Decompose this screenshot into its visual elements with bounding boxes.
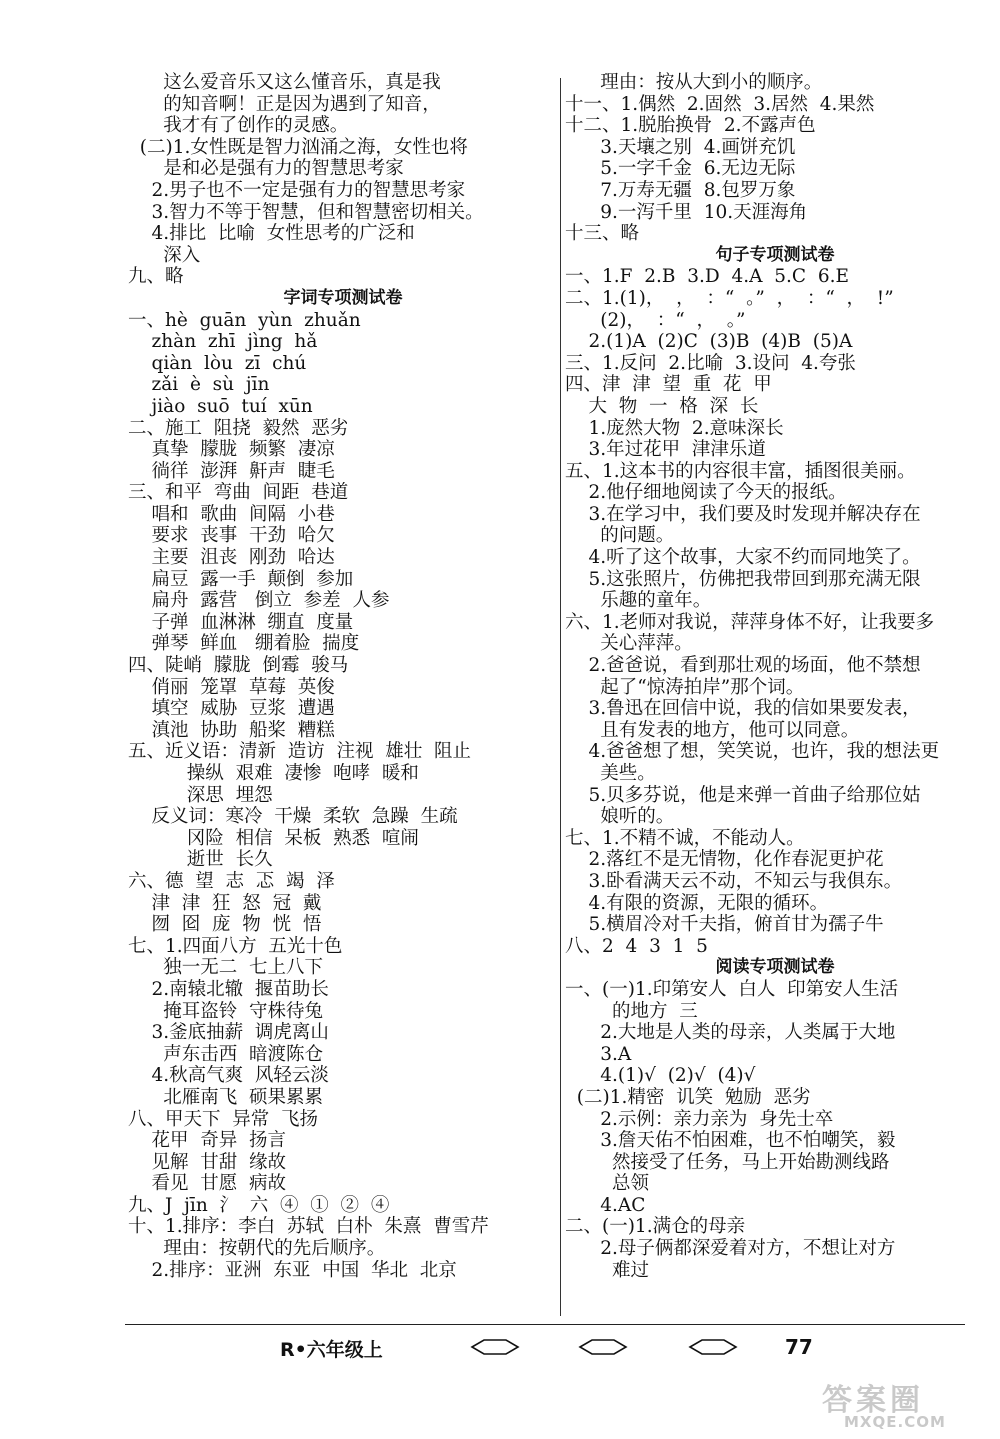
answer-line: 五、1.这本书的内容很丰富，插图很美丽。 bbox=[565, 460, 916, 482]
answer-line: 主要 沮丧 刚劲 哈达 bbox=[128, 547, 335, 569]
answer-line: 2.大地是人类的母亲，人类属于大地 bbox=[565, 1022, 896, 1044]
answer-line: 六、1.老师对我说，萍萍身体不好，让我要多 bbox=[565, 611, 935, 633]
answer-line: 三、1.反问 2.比喻 3.设问 4.夸张 bbox=[565, 352, 856, 374]
section-heading: 句子专项测试卷 bbox=[715, 244, 835, 265]
answer-line: 4.排比 比喻 女性思考的广泛和 bbox=[128, 223, 415, 245]
column-divider bbox=[560, 78, 561, 1316]
answer-line: 看见 甘愿 病故 bbox=[128, 1173, 287, 1195]
answer-line: 冈险 相信 呆板 熟悉 喧闹 bbox=[128, 827, 419, 849]
answer-line: 2.母子俩都深爱着对方，不想让对方 bbox=[565, 1238, 896, 1260]
answer-line: 花甲 奇异 扬言 bbox=[128, 1130, 287, 1152]
answer-line: 美些。 bbox=[565, 763, 656, 784]
answer-line: 总领 bbox=[565, 1173, 650, 1195]
answer-line: 3.年过花甲 津津乐道 bbox=[565, 439, 766, 461]
answer-line: 然接受了任务，马上开始勘测线路 bbox=[565, 1151, 890, 1173]
answer-line: 4.AC bbox=[565, 1194, 646, 1216]
answer-line: 反义词：寒冷 干燥 柔软 急躁 生疏 bbox=[128, 806, 458, 828]
answer-line: 津 津 狂 怒 冠 戴 bbox=[128, 892, 322, 914]
answer-line: 八、甲天下 异常 飞扬 bbox=[128, 1108, 319, 1130]
answer-line: 二、(一)1.满仓的母亲 bbox=[565, 1216, 746, 1238]
answer-line: (2)， ：“ ， 。” bbox=[565, 309, 746, 331]
answer-line: 十三、略 bbox=[565, 223, 640, 245]
answer-line: 的问题。 bbox=[565, 525, 675, 547]
answer-line: 十、1.排序：李白 苏轼 白朴 朱熹 曹雪芹 bbox=[128, 1216, 489, 1238]
answer-line: 扁豆 露一手 颠倒 参加 bbox=[128, 568, 354, 590]
answer-line: 我才有了创作的灵感。 bbox=[128, 115, 349, 137]
answer-line: zhàn zhī jìng hǎ bbox=[128, 331, 318, 353]
answer-line: 九、略 bbox=[128, 266, 184, 288]
answer-line: 四、陡峭 朦胧 倒霉 骏马 bbox=[128, 655, 349, 677]
diamond-ornament-icon bbox=[578, 1339, 628, 1355]
answer-line: 理由：按从大到小的顺序。 bbox=[565, 72, 823, 93]
answer-line: 三、和平 弯曲 间距 巷道 bbox=[128, 482, 349, 504]
answer-line: 是和必是强有力的智慧思考家 bbox=[128, 158, 404, 180]
answer-line: 徜徉 澎湃 鼾声 睫毛 bbox=[128, 460, 335, 482]
answer-line: 要求 丧事 干劲 哈欠 bbox=[128, 525, 335, 547]
watermark-logo bbox=[822, 1375, 987, 1433]
answer-line: 七、1.四面八方 五光十色 bbox=[128, 935, 343, 957]
answer-line: 2.南辕北辙 揠苗助长 bbox=[128, 978, 329, 1000]
page-footer bbox=[130, 1335, 890, 1375]
page-number: 77 bbox=[785, 1335, 813, 1359]
left-answer-column bbox=[128, 72, 558, 1281]
answer-line: zǎi è sù jīn bbox=[128, 374, 270, 396]
answer-line: 真挚 朦胧 频繁 凄凉 bbox=[128, 439, 335, 461]
answer-line: 3.天壤之别 4.画饼充饥 bbox=[565, 136, 796, 158]
answer-line: 5.一字千金 6.无边无际 bbox=[565, 158, 796, 180]
answer-line: 九、J jīn 氵 六 ④ ① ② ④ bbox=[128, 1194, 390, 1216]
answer-line: 操纵 艰难 凄惨 咆哮 暖和 bbox=[128, 763, 419, 784]
answer-line: 5.贝多芬说，他是来弹一首曲子给那位姑 bbox=[565, 784, 921, 806]
answer-line: 唱和 歌曲 间隔 小巷 bbox=[128, 503, 335, 525]
answer-line: 关心萍萍。 bbox=[565, 633, 693, 655]
answer-line: 大 物 一 格 深 长 bbox=[565, 395, 759, 417]
answer-line: 2.排序：亚洲 东亚 中国 华北 北京 bbox=[128, 1259, 457, 1281]
answer-line: 娘听的。 bbox=[565, 806, 675, 828]
answer-line: 3.在学习中，我们要及时发现并解决存在 bbox=[565, 503, 921, 525]
answer-line: 填空 威胁 豆浆 遭遇 bbox=[128, 698, 335, 720]
answer-line: 四、津 津 望 重 花 甲 bbox=[565, 374, 772, 396]
answer-line: 5.这张照片，仿佛把我带回到那充满无限 bbox=[565, 568, 921, 590]
answer-line: 六、德 望 志 忑 竭 泽 bbox=[128, 870, 335, 892]
footer-rule bbox=[125, 1324, 965, 1325]
answer-line: 乐趣的童年。 bbox=[565, 590, 712, 612]
answer-line: (二)1.精密 讥笑 勉励 恶劣 bbox=[565, 1086, 811, 1108]
answer-line: 2.落红不是无情物，化作春泥更护花 bbox=[565, 849, 884, 871]
answer-line: 3.鲁迅在回信中说，我的信如果要发表， bbox=[565, 698, 921, 720]
answer-line: 3.卧看满天云不动，不知云与我俱东。 bbox=[565, 870, 903, 892]
answer-line: 理由：按朝代的先后顺序。 bbox=[128, 1238, 386, 1260]
section-heading: 字词专项测试卷 bbox=[283, 287, 403, 308]
answer-line: 扁舟 露营 倒立 参差 人参 bbox=[128, 590, 390, 612]
diamond-ornament-icon bbox=[470, 1339, 520, 1355]
answer-line: 4.有限的资源，无限的循环。 bbox=[565, 892, 829, 914]
answer-line: 七、1.不精不诚，不能动人。 bbox=[565, 827, 805, 849]
answer-line: 二、施工 阻挠 毅然 恶劣 bbox=[128, 417, 349, 439]
answer-line: 掩耳盗铃 守株待兔 bbox=[128, 1000, 324, 1022]
answer-line: (二)1.女性既是智力汹涌之海，女性也将 bbox=[128, 136, 468, 158]
answer-line: 4.(1)√ (2)√ (4)√ bbox=[565, 1065, 756, 1087]
answer-line: 一、hè guān yùn zhuǎn bbox=[128, 309, 361, 331]
answer-line: 4.爸爸想了想，笑笑说，也许，我的想法更 bbox=[565, 741, 940, 763]
answer-line: jiào suō tuí xūn bbox=[128, 395, 313, 417]
answer-line: 2.示例：亲力亲为 身先士卒 bbox=[565, 1108, 834, 1130]
answer-line: 3.A bbox=[565, 1043, 632, 1065]
answer-line: 五、近义语：清新 造访 注视 雄壮 阻止 bbox=[128, 741, 472, 763]
answer-line: 这么爱音乐又这么懂音乐，真是我 bbox=[128, 72, 441, 93]
answer-line: 十二、1.脱胎换骨 2.不露声色 bbox=[565, 115, 816, 137]
watermark-url: MXQE.COM bbox=[844, 1413, 946, 1431]
answer-line: 弹琴 鲜血 绷着脸 揣度 bbox=[128, 633, 360, 655]
answer-line: 的地方 三 bbox=[565, 1000, 698, 1022]
right-answer-column bbox=[565, 72, 985, 1281]
answer-line: qiàn lòu zī chú bbox=[128, 352, 307, 374]
answer-line: 4.听了这个故事，大家不约而同地笑了。 bbox=[565, 547, 921, 569]
answer-line: 2.男子也不一定是强有力的智慧思考家 bbox=[128, 179, 466, 201]
answer-line: 见解 甘甜 缘故 bbox=[128, 1151, 287, 1173]
grade-label: R•六年级上 bbox=[280, 1339, 383, 1361]
answer-line: 独一无二 七上八下 bbox=[128, 957, 324, 979]
watermark-text: 答案圈 bbox=[822, 1383, 924, 1418]
answer-line: 3.智力不等于智慧，但和智慧密切相关。 bbox=[128, 201, 484, 223]
section-heading: 阅读专项测试卷 bbox=[715, 957, 835, 978]
answer-line: 的知音啊！正是因为遇到了知音， bbox=[128, 93, 441, 115]
answer-line: 5.横眉冷对千夫指，俯首甘为孺子牛 bbox=[565, 914, 884, 936]
answer-line: 3.詹天佑不怕困难，也不怕嘲笑，毅 bbox=[565, 1130, 896, 1152]
answer-line: 1.庞然大物 2.意味深长 bbox=[565, 417, 784, 439]
diamond-ornament-icon bbox=[688, 1339, 738, 1355]
answer-line: 7.万寿无疆 8.包罗万象 bbox=[565, 179, 796, 201]
answer-line: 子弹 血淋淋 绷直 度量 bbox=[128, 611, 354, 633]
answer-line: 二、1.(1)， ， ：“ 。” ， ：“ ， !” bbox=[565, 287, 894, 309]
answer-line: 一、1.F 2.B 3.D 4.A 5.C 6.E bbox=[565, 266, 849, 288]
answer-line: 声东击西 暗渡陈仓 bbox=[128, 1043, 324, 1065]
answer-line: 2.爸爸说，看到那壮观的场面，他不禁想 bbox=[565, 655, 921, 677]
answer-line: 深思 埋怨 bbox=[128, 784, 273, 806]
answer-line: 北雁南飞 硕果累累 bbox=[128, 1086, 324, 1108]
answer-line: 逝世 长久 bbox=[128, 849, 273, 871]
answer-line: 2.他仔细地阅读了今天的报纸。 bbox=[565, 482, 847, 504]
answer-line: 9.一泻千里 10.天涯海角 bbox=[565, 201, 808, 223]
answer-line: 3.釜底抽薪 调虎离山 bbox=[128, 1022, 329, 1044]
answer-line: 八、2 4 3 1 5 bbox=[565, 935, 708, 957]
answer-line: 一、(一)1.印第安人 白人 印第安人生活 bbox=[565, 978, 899, 1000]
answer-line: 十一、1.偶然 2.固然 3.居然 4.果然 bbox=[565, 93, 875, 115]
answer-line: 滇池 协助 船桨 糟糕 bbox=[128, 719, 335, 741]
answer-line: 深入 bbox=[128, 244, 201, 266]
answer-line: 囫 囵 庞 物 恍 悟 bbox=[128, 914, 322, 936]
answer-line: 难过 bbox=[565, 1259, 650, 1281]
answer-line: 起了“惊涛拍岸”那个词。 bbox=[565, 676, 805, 698]
answer-line: 2.(1)A (2)C (3)B (4)B (5)A bbox=[565, 331, 853, 353]
answer-line: 俏丽 笼罩 草莓 英俊 bbox=[128, 676, 335, 698]
answer-line: 且有发表的地方，他可以同意。 bbox=[565, 719, 860, 741]
answer-line: 4.秋高气爽 风轻云淡 bbox=[128, 1065, 329, 1087]
